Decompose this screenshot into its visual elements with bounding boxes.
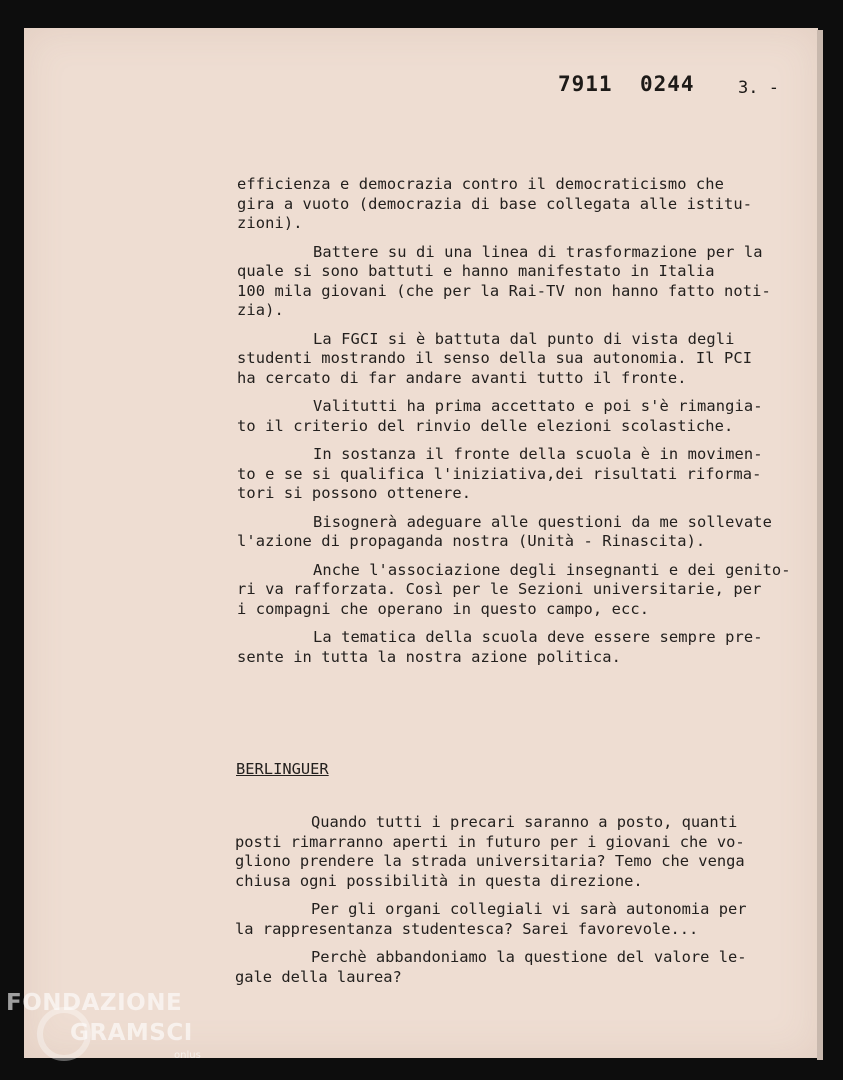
paragraph: Anche l'associazione degli insegnanti e dei genito- ri va rafforzata. Così per le Sezioni universitarie, per i compagni che operano in questo campo, ecc.	[237, 560, 791, 618]
watermark-line3: onlus	[174, 1050, 201, 1061]
paragraph: Per gli organi collegiali vi sarà autonomia per la rappresentanza studentesca? Sarei favorevole...	[235, 900, 747, 938]
paragraph: Battere su di una linea di trasformazione per la quale si sono battuti e hanno manifestato in Italia 100 mila giovani (che per la Rai-TV non hanno fatto noti- zia).	[237, 242, 771, 319]
paragraph: Quando tutti i precari saranno a posto, quanti posti rimarranno aperti in futuro per i giovani che vo- gliono prendere la strada universitaria? Temo che venga chiusa ogni possibilità in questa direzione.	[235, 813, 745, 890]
page-edge	[817, 30, 823, 1060]
archive-number-b: 0244	[640, 72, 695, 96]
paragraph: La FGCI si è battuta dal punto di vista degli studenti mostrando il senso della sua autonomia. Il PCI ha cercato di far andare avanti tutto il fronte.	[237, 329, 753, 387]
watermark-line1: FONDAZIONE	[6, 990, 183, 1016]
page-number: 3. -	[738, 78, 779, 98]
paragraph: Valitutti ha prima accettato e poi s'è rimangia- to il criterio del rinvio delle elezioni scolastiche.	[237, 397, 763, 435]
paragraph: Perchè abbandoniamo la questione del valore le- gale della laurea?	[235, 948, 747, 986]
paragraph: In sostanza il fronte della scuola è in movimen- to e se si qualifica l'iniziativa,dei risultati riforma- tori si possono ottenere.	[237, 445, 763, 502]
paragraph: efficienza e democrazia contro il democraticismo che gira a vuoto (democrazia di base collegata alle istitu- zioni).	[237, 175, 753, 232]
fondazione-gramsci-watermark	[6, 990, 216, 1070]
archive-number-a: 7911	[558, 72, 613, 96]
section-title: BERLINGUER	[236, 760, 329, 778]
watermark-line2: GRAMSCI	[70, 1020, 193, 1046]
paragraph: La tematica della scuola deve essere sempre pre- sente in tutta la nostra azione politica.	[237, 628, 763, 666]
body-text-bottom	[235, 813, 795, 996]
body-text-top	[237, 175, 797, 676]
paragraph: Bisognerà adeguare alle questioni da me sollevate l'azione di propaganda nostra (Unità - Rinascita).	[237, 512, 772, 550]
page-header	[0, 72, 843, 102]
